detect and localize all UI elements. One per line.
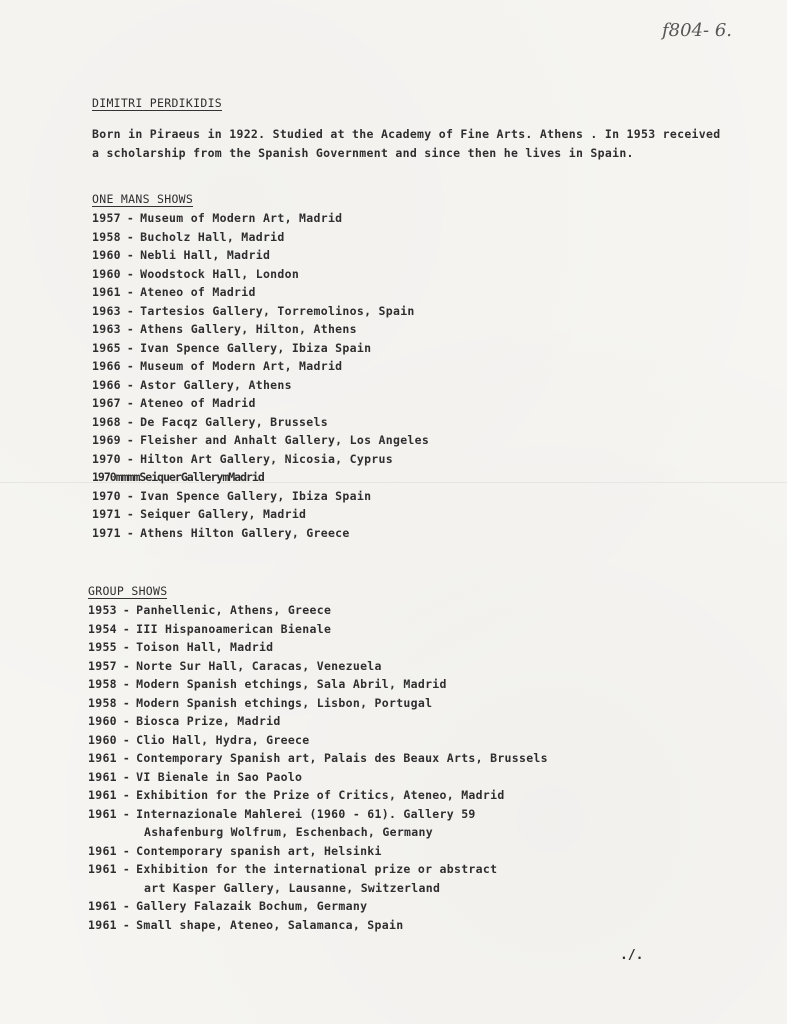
list-item-text: Hilton Art Gallery, Nicosia, Cyprus bbox=[140, 451, 393, 466]
list-item-year: 1961 bbox=[88, 788, 117, 802]
list-item-text: Nebli Hall, Madrid bbox=[140, 248, 271, 262]
list-item-text: Seiquer Gallery, Madrid bbox=[140, 507, 307, 521]
list-item-text: Ateneo of Madrid bbox=[140, 285, 256, 299]
list-item-dash: - bbox=[122, 695, 131, 710]
list-item-dash: - bbox=[126, 507, 135, 521]
list-item-year: 1971 bbox=[92, 525, 121, 540]
list-item-dash: - bbox=[126, 433, 135, 447]
list-item-dash: - bbox=[122, 603, 131, 617]
list-item bbox=[92, 209, 742, 228]
list-item bbox=[92, 431, 742, 450]
list-item-text: Gallery Falazaik Bochum, Germany bbox=[136, 899, 368, 913]
list-item bbox=[88, 675, 742, 694]
list-item-text: Museum of Modern Art, Madrid bbox=[140, 359, 343, 373]
list-item-text: art Kasper Gallery, Lausanne, Switzerland bbox=[144, 880, 441, 895]
list-item bbox=[88, 842, 742, 861]
list-item-dash: - bbox=[122, 658, 131, 673]
list-item-dash: - bbox=[126, 248, 135, 262]
list-item-dash: - bbox=[122, 769, 131, 784]
list-item-year: 1968 bbox=[92, 414, 121, 429]
list-item bbox=[88, 879, 742, 898]
list-item-year: 1961 bbox=[88, 899, 117, 913]
list-item-year: 1966 bbox=[92, 377, 121, 392]
list-item-year: 1957 bbox=[92, 211, 121, 225]
list-item bbox=[88, 712, 742, 731]
one-mans-shows-section bbox=[92, 192, 742, 542]
list-item-dash: - bbox=[126, 525, 135, 540]
list-item bbox=[92, 468, 742, 487]
list-item-year: 1960 bbox=[88, 714, 117, 728]
list-item-year: 1961 bbox=[88, 843, 117, 858]
list-item-text: Fleisher and Anhalt Gallery, Los Angeles bbox=[140, 433, 430, 447]
list-item-year: 1961 bbox=[88, 862, 117, 876]
group-shows-list bbox=[88, 601, 742, 934]
list-item-text: Contemporary spanish art, Helsinki bbox=[136, 843, 382, 858]
list-item-year: 1961 bbox=[88, 751, 117, 765]
list-item bbox=[92, 487, 742, 506]
list-item-year: 1958 bbox=[92, 229, 121, 244]
list-item-year: 1961 bbox=[92, 285, 121, 299]
list-item-text: Biosca Prize, Madrid bbox=[136, 714, 281, 728]
list-item-year: 1958 bbox=[88, 677, 117, 691]
list-item-dash: - bbox=[122, 806, 131, 821]
list-item-dash: - bbox=[126, 211, 135, 225]
list-item-text: Astor Gallery, Athens bbox=[140, 377, 292, 392]
list-item-dash: - bbox=[126, 285, 135, 299]
one-mans-shows-heading: ONE MANS SHOWS bbox=[92, 192, 194, 206]
list-item-dash: - bbox=[122, 640, 131, 654]
list-item bbox=[88, 860, 742, 879]
list-item-dash: - bbox=[126, 396, 135, 410]
list-item-text: De Facqz Gallery, Brussels bbox=[140, 414, 328, 429]
list-item-dash: - bbox=[126, 488, 135, 503]
group-shows-section bbox=[88, 584, 742, 934]
list-item-text: Modern Spanish etchings, Sala Abril, Madrid bbox=[136, 677, 447, 691]
list-item bbox=[88, 601, 742, 620]
artist-name: DIMITRI PERDIKIDIS bbox=[92, 96, 223, 110]
list-item-year: 1957 bbox=[88, 658, 117, 673]
list-item bbox=[92, 265, 742, 284]
list-item-dash: - bbox=[126, 414, 135, 429]
list-item bbox=[88, 620, 742, 639]
list-item-text: 1970mmmmSeiquerGallerymMadrid bbox=[92, 470, 264, 484]
list-item-text: Ivan Spence Gallery, Ibiza Spain bbox=[140, 488, 372, 503]
list-item-dash: - bbox=[126, 229, 135, 244]
list-item-dash: - bbox=[122, 732, 131, 747]
biography-paragraph: Born in Piraeus in 1922. Studied at the Academy of Fine Arts. Athens . In 1953 received a scholarship from the Spanish Government and since then he lives in Spain. bbox=[92, 127, 721, 160]
list-item bbox=[92, 339, 742, 358]
list-item-dash: - bbox=[122, 843, 131, 858]
list-item-dash: - bbox=[122, 917, 131, 932]
list-item bbox=[88, 786, 742, 805]
list-item-dash: - bbox=[122, 751, 131, 765]
list-item bbox=[88, 657, 742, 676]
list-item-year: 1960 bbox=[92, 266, 121, 281]
list-item-text: Small shape, Ateneo, Salamanca, Spain bbox=[136, 917, 404, 932]
list-item-text: Ivan Spence Gallery, Ibiza Spain bbox=[140, 340, 372, 355]
list-item-year: 1971 bbox=[92, 507, 121, 521]
list-item bbox=[92, 376, 742, 395]
list-item-year: 1969 bbox=[92, 433, 121, 447]
list-item-text: Clio Hall, Hydra, Greece bbox=[136, 732, 310, 747]
list-item-text: Internazionale Mahlerei (1960 - 61). Gallery 59 bbox=[136, 806, 476, 821]
list-item-year: 1954 bbox=[88, 621, 117, 636]
list-item bbox=[92, 283, 742, 302]
list-item-dash: - bbox=[122, 677, 131, 691]
list-item-text: Woodstock Hall, London bbox=[140, 266, 300, 281]
list-item-text: Ateneo of Madrid bbox=[140, 396, 256, 410]
list-item-text: Norte Sur Hall, Caracas, Venezuela bbox=[136, 658, 382, 673]
list-item bbox=[92, 320, 742, 339]
list-item bbox=[92, 413, 742, 432]
list-item-text: Ashafenburg Wolfrum, Eschenbach, Germany bbox=[144, 825, 433, 839]
list-item-year: 1965 bbox=[92, 340, 121, 355]
list-item-text: Athens Hilton Gallery, Greece bbox=[140, 525, 350, 540]
list-item-year: 1966 bbox=[92, 359, 121, 373]
list-item-year: 1970 bbox=[92, 451, 121, 466]
list-item-text: Toison Hall, Madrid bbox=[136, 640, 274, 654]
continuation-mark: ./. bbox=[620, 948, 644, 963]
list-item-year: 1961 bbox=[88, 806, 117, 821]
list-item-dash: - bbox=[126, 322, 135, 336]
list-item-dash: - bbox=[126, 266, 135, 281]
list-item-dash: - bbox=[126, 377, 135, 392]
list-item bbox=[92, 505, 742, 524]
list-item-year: 1955 bbox=[88, 640, 117, 654]
list-item-text: III Hispanoamerican Bienale bbox=[136, 621, 332, 636]
list-item bbox=[92, 394, 742, 413]
list-item-dash: - bbox=[122, 862, 131, 876]
list-item-text: Athens Gallery, Hilton, Athens bbox=[140, 322, 357, 336]
list-item-year: 1963 bbox=[92, 303, 121, 318]
list-item-dash: - bbox=[126, 340, 135, 355]
list-item-dash: - bbox=[122, 788, 131, 802]
list-item-year: 1958 bbox=[88, 695, 117, 710]
list-item bbox=[92, 450, 742, 469]
list-item bbox=[88, 823, 742, 842]
list-item-text: Tartesios Gallery, Torremolinos, Spain bbox=[140, 303, 415, 318]
list-item bbox=[88, 731, 742, 750]
list-item bbox=[92, 357, 742, 376]
list-item-text: Exhibition for the international prize or abstract bbox=[136, 862, 498, 876]
list-item bbox=[92, 302, 742, 321]
list-item-year: 1967 bbox=[92, 396, 121, 410]
list-item-text: Exhibition for the Prize of Critics, Ateneo, Madrid bbox=[136, 788, 505, 802]
group-shows-heading: GROUP SHOWS bbox=[88, 584, 168, 598]
list-item bbox=[92, 228, 742, 247]
list-item-year: 1970 bbox=[92, 488, 121, 503]
list-item bbox=[88, 805, 742, 824]
list-item-year: 1961 bbox=[88, 917, 117, 932]
list-item bbox=[88, 916, 742, 935]
list-item-year: 1961 bbox=[88, 769, 117, 784]
list-item-text: Bucholz Hall, Madrid bbox=[140, 229, 285, 244]
biography-content bbox=[88, 96, 742, 934]
list-item-text: Contemporary Spanish art, Palais des Beaux Arts, Brussels bbox=[136, 751, 548, 765]
list-item bbox=[88, 638, 742, 657]
list-item-year: 1960 bbox=[92, 248, 121, 262]
list-item-dash: - bbox=[122, 899, 131, 913]
list-item-dash: - bbox=[122, 621, 131, 636]
list-item bbox=[92, 246, 742, 265]
list-item-year: 1960 bbox=[88, 732, 117, 747]
archive-number: f804- 6. bbox=[662, 20, 732, 41]
list-item-text: Modern Spanish etchings, Lisbon, Portugal bbox=[136, 695, 433, 710]
list-item bbox=[88, 749, 742, 768]
list-item bbox=[88, 768, 742, 787]
one-mans-shows-list bbox=[92, 209, 742, 542]
list-item-dash: - bbox=[122, 714, 131, 728]
list-item-text: Panhellenic, Athens, Greece bbox=[136, 603, 332, 617]
list-item bbox=[92, 524, 742, 543]
list-item-dash: - bbox=[126, 303, 135, 318]
list-item-year: 1953 bbox=[88, 603, 117, 617]
list-item-dash: - bbox=[126, 451, 135, 466]
list-item bbox=[88, 897, 742, 916]
list-item bbox=[88, 694, 742, 713]
list-item-dash: - bbox=[126, 359, 135, 373]
list-item-year: 1963 bbox=[92, 322, 121, 336]
list-item-text: Museum of Modern Art, Madrid bbox=[140, 211, 343, 225]
list-item-text: VI Bienale in Sao Paolo bbox=[136, 769, 303, 784]
